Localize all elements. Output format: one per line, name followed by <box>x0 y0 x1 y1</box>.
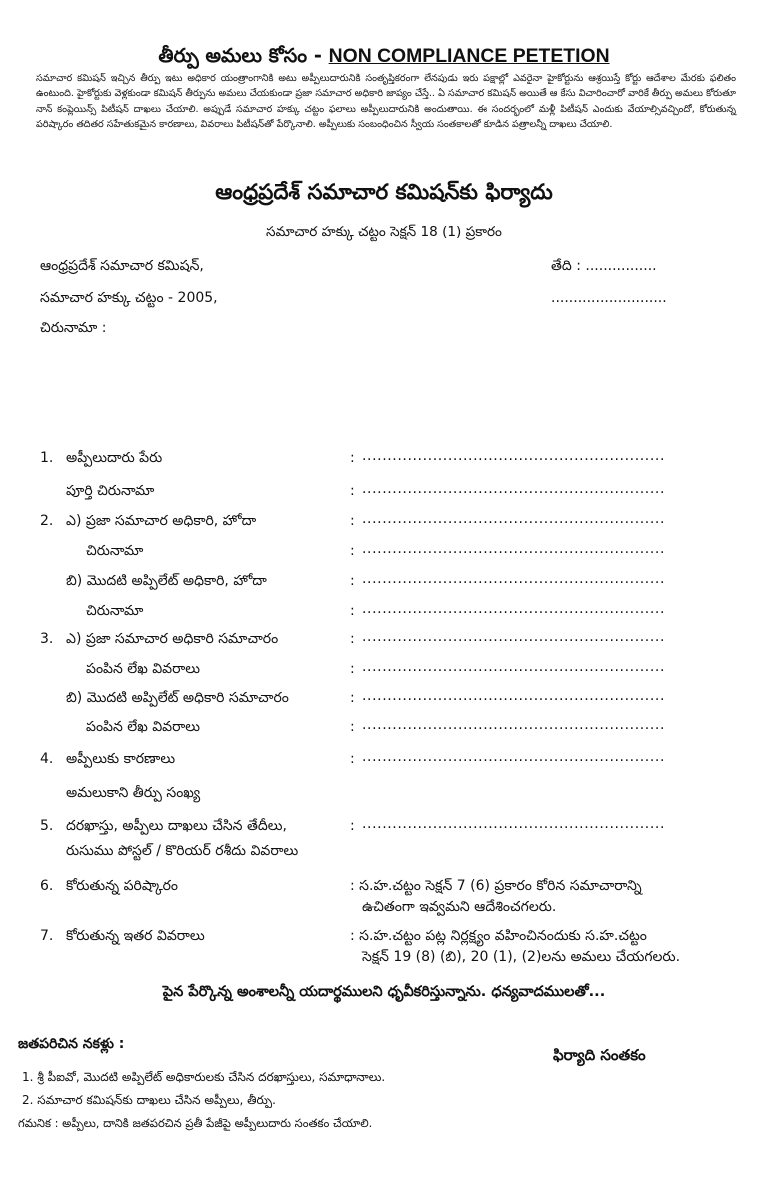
colon: : <box>350 690 355 706</box>
complaint-heading: ఆంధ్రప్రదేశ్ సమాచార కమిషన్‌కు ఫిర్యాదు <box>215 180 553 205</box>
fill-line: ............................................................ <box>362 601 666 617</box>
item-7-answer-line-2: సెక్షన్ 19 (8) (బి), 20 (1), (2)లను అమలు చేయగలరు. <box>362 949 681 965</box>
item-2-label-a: ఎ) ప్రజా సమాచార అధికారి, హోదా <box>66 513 257 529</box>
signature-label: ఫిర్యాది సంతకం <box>553 1046 646 1064</box>
date-line-2: .......................... <box>551 290 667 306</box>
item-3-label-c: బి) మొదటి అప్పిలేట్ అధికారి సమాచారం <box>66 690 289 706</box>
address-line-1: ఆంధ్రప్రదేశ్ సమాచార కమిషన్, <box>40 258 204 274</box>
item-7-label-a: కోరుతున్న ఇతర వివరాలు <box>66 928 205 944</box>
fill-line: ............................................................ <box>362 629 666 645</box>
colon: : <box>350 573 355 589</box>
item-2-number: 2. <box>40 513 54 529</box>
item-1-number: 1. <box>40 450 54 466</box>
colon: : <box>350 543 355 559</box>
colon: : <box>350 483 355 499</box>
fill-line: ............................................................ <box>362 688 666 704</box>
fill-line: ............................................................ <box>362 816 666 832</box>
address-line-2: సమాచార హక్కు చట్టం - 2005, <box>40 290 218 306</box>
enclosure-item-1: 1. శ్రీ పీఐవో, మొదటి అప్పిలేట్ అధికారులకు చేసిన దరఖాస్తులు, సమాధానాలు. <box>22 1070 386 1084</box>
colon: : <box>350 818 355 834</box>
item-3-label-d: పంపిన లేఖ వివరాలు <box>86 719 201 735</box>
enclosure-item-2: 2. సమాచార కమిషన్‌కు దాఖలు చేసిన అప్పీలు, తీర్పు. <box>22 1093 276 1107</box>
colon: : <box>350 513 355 529</box>
item-3-number: 3. <box>40 631 54 647</box>
address-line-3: చిరునామా : <box>40 320 107 336</box>
fill-line: ............................................................ <box>362 659 666 675</box>
fill-line: ............................................................ <box>362 448 666 464</box>
item-4-label-a: అప్పీలుకు కారణాలు <box>66 751 176 767</box>
item-2-label-b: చిరునామా <box>86 543 144 559</box>
item-2-label-d: చిరునామా <box>86 603 144 619</box>
fill-line: ............................................................ <box>362 749 666 765</box>
item-5-number: 5. <box>40 818 54 834</box>
item-6-label-a: కోరుతున్న పరిష్కారం <box>66 878 178 894</box>
fill-line: ............................................................ <box>362 717 666 733</box>
item-7-answer-line-1: : స.హ.చట్టం పట్ల నిర్లక్ష్యం వహించినందుకు స.హ.చట్టం <box>350 928 647 944</box>
title-telugu: తీర్పు అమలు కోసం - <box>158 44 329 67</box>
colon: : <box>350 661 355 677</box>
colon: : <box>350 631 355 647</box>
fill-line: ............................................................ <box>362 511 666 527</box>
enclosures-heading: జతపరిచిన నకళ్లు : <box>18 1036 125 1052</box>
item-2-label-c: బి) మొదటి అప్పిలేట్ అధికారి, హోదా <box>66 573 267 589</box>
complaint-subheading: సమాచార హక్కు చట్టం సెక్షన్ 18 (1) ప్రకారం <box>266 224 502 240</box>
item-3-label-a: ఎ) ప్రజా సమాచార అధికారి సమాచారం <box>66 631 279 647</box>
title-english: NON COMPLIANCE PETETION <box>328 45 610 67</box>
item-6-answer-line-2: ఉచితంగా ఇవ్వమని ఆదేశించగలరు. <box>362 899 557 915</box>
item-1-label-a: అప్పీలుదారు పేరు <box>66 450 163 466</box>
item-3-label-b: పంపిన లేఖ వివరాలు <box>86 661 201 677</box>
fill-line: ............................................................ <box>362 541 666 557</box>
item-6-answer-line-1: : స.హ.చట్టం సెక్షన్ 7 (6) ప్రకారం కోరిన సమాచారాన్ని <box>350 878 642 894</box>
item-6-number: 6. <box>40 878 54 894</box>
item-4-label-b: అమలుకాని తీర్పు సంఖ్య <box>66 785 201 801</box>
colon: : <box>350 450 355 466</box>
date-field: తేది : ................ <box>551 258 657 274</box>
fill-line: ............................................................ <box>362 481 666 497</box>
item-5-label-a: దరఖాస్తు, అప్పీలు దాఖలు చేసిన తేదీలు, <box>66 818 287 834</box>
confirmation-statement: పైన పేర్కొన్న అంశాలన్నీ యదార్థములని ధృవీకరిస్తున్నాను. ధన్యవాదములతో... <box>162 984 606 1000</box>
colon: : <box>350 603 355 619</box>
item-7-number: 7. <box>40 928 54 944</box>
page-title <box>0 44 768 72</box>
intro-paragraph: సమాచార కమిషన్ ఇచ్చిన తీర్పు ఇటు అధికార యంత్రాంగానికి అటు అప్పీలుదారునికి సంతృప్తికరంగా లేనపుడు ఇరు పక్షాల్లో ఎవరైనా హైకోర్టును ఆశ్రయిస్తే కోర్టు ఆదేశాల మేరకు ఫలితం ఉంటుంది. హైకోర్టుకు వెళ్లకుండా కమిషన్ తీర్పును అమలు చేయకుండా ప్రజా సమాచార అధికారి జాప్యం చేస్తే.. ఏ సమాచార కమిషన్ అయితే ఆ కేసు విచారించారో వారికే తీర్పు అమలు కోరుతూ నాన్ కంప్లెయిన్స్ పిటీషన్ దాఖలు చేయాలి. అప్పుడే సమాచార హక్కు చట్టం ఫలాలు అప్పీలుదారునికి అందుతాయి. ఈ సందర్భంలో మళ్లీ పిటీషన్ ఎందుకు వేయాల్సివచ్చిందో, కోరుతున్న పరిష్కారం తదితర సహేతుకమైన కారణాలు, వివరాలు పిటీషన్‌తో పేర్కొనాలి. అప్పీలుకు సంబంధించిన స్వీయ సంతకాలతో కూడిన పత్రాలన్నీ దాఖలు చేయాలి. <box>36 73 736 131</box>
item-4-number: 4. <box>40 751 54 767</box>
colon: : <box>350 751 355 767</box>
item-1-label-b: పూర్తి చిరునామా <box>66 483 155 499</box>
note: గమనిక : అప్పీలు, దానికి జతపరచిన ప్రతీ పేజీపై అప్పీలుదారు సంతకం చేయాలి. <box>18 1116 373 1130</box>
fill-line: ............................................................ <box>362 571 666 587</box>
colon: : <box>350 719 355 735</box>
item-5-label-b: రుసుము పోస్టల్ / కొరియర్ రశీదు వివరాలు <box>66 843 299 859</box>
